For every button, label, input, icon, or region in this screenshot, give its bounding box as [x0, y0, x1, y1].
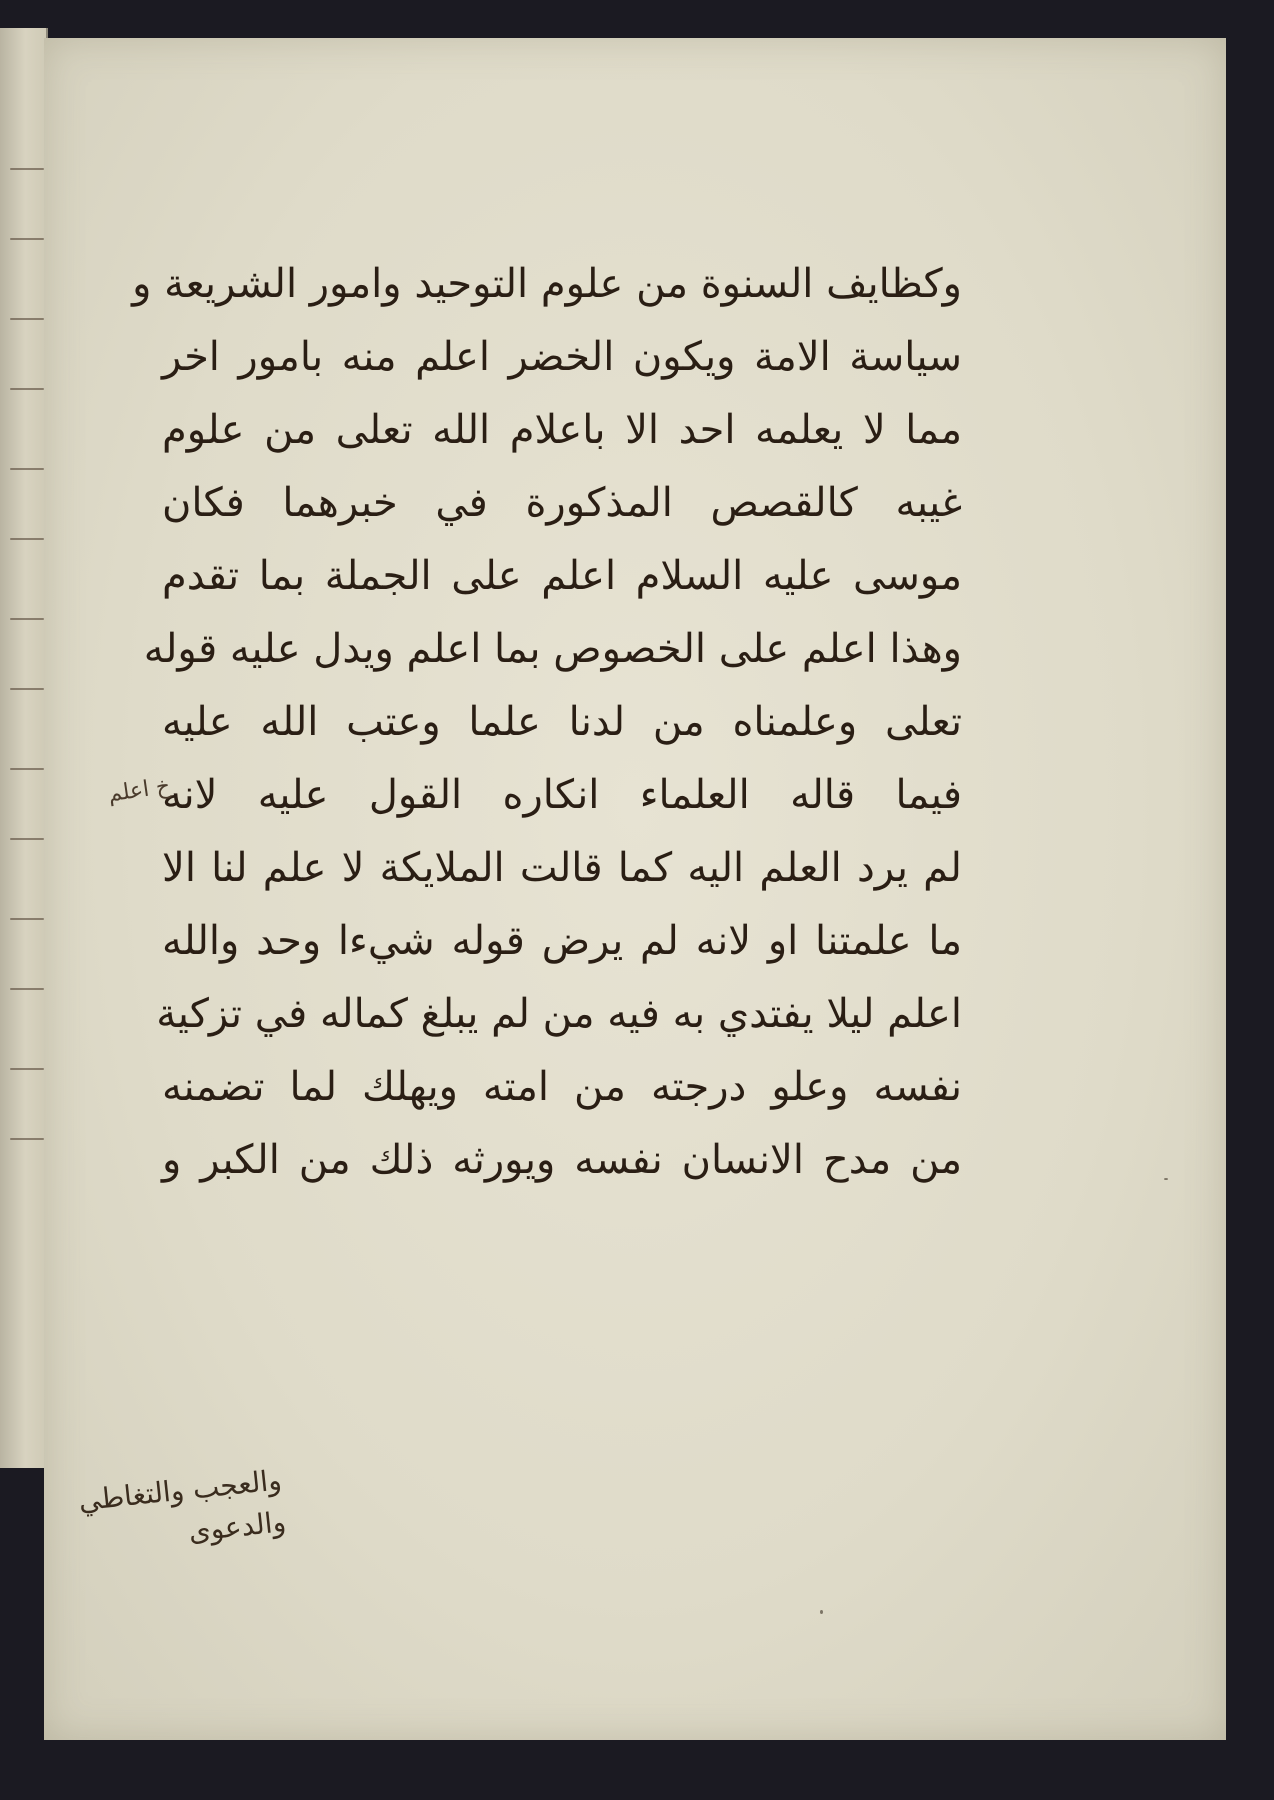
- text-line: اعلم ليلا يفتدي به فيه من لم يبلغ كماله في تزكية: [156, 991, 962, 1037]
- text-line: فيما قاله العلماء انكاره القول عليه لانه: [162, 772, 962, 818]
- text-line: غيبه كالقصص المذكورة في خبرهما فكان: [162, 480, 962, 526]
- text-line: مما لا يعلمه احد الا باعلام الله تعلى من علوم: [162, 407, 962, 453]
- ink-trace: [10, 468, 44, 470]
- catchword-line: والدعوى: [186, 1505, 288, 1549]
- text-line: وكظايف السنوة من علوم التوحيد وامور الشريعة و: [132, 261, 962, 307]
- text-line: من مدح الانسان نفسه ويورثه ذلك من الكبر و: [162, 1137, 962, 1183]
- ink-trace: [10, 918, 44, 920]
- text-line: تعلى وعلمناه من لدنا علما وعتب الله عليه: [162, 699, 962, 745]
- margin-note: خ اعلم: [106, 773, 172, 808]
- ink-trace: [10, 168, 44, 170]
- text-line: سياسة الامة ويكون الخضر اعلم منه بامور اخر: [162, 334, 962, 380]
- manuscript-page: [44, 38, 1226, 1740]
- ink-trace: [10, 1068, 44, 1070]
- text-line: نفسه وعلو درجته من امته ويهلك لما تضمنه: [162, 1064, 962, 1110]
- text-line: لم يرد العلم اليه كما قالت الملايكة لا علم لنا الا: [162, 845, 962, 891]
- ink-trace: [10, 988, 44, 990]
- ink-trace: [10, 618, 44, 620]
- ink-trace: [10, 768, 44, 770]
- ink-trace: [10, 238, 44, 240]
- ink-trace: [10, 318, 44, 320]
- ink-trace: [10, 688, 44, 690]
- text-line: وهذا اعلم على الخصوص بما اعلم ويدل عليه قوله: [143, 626, 962, 672]
- paper-speck: [820, 1610, 823, 1614]
- text-line: ما علمتنا او لانه لم يرض قوله شيءا وحد والله: [162, 918, 962, 964]
- ink-trace: [10, 388, 44, 390]
- catchword: [76, 1459, 288, 1560]
- previous-page-edge: [0, 28, 48, 1468]
- ink-trace: [10, 538, 44, 540]
- text-line: موسى عليه السلام اعلم على الجملة بما تقدم: [162, 553, 962, 599]
- ink-trace: [10, 838, 44, 840]
- ink-trace: [10, 1138, 44, 1140]
- catchword-line: والعجب والتغاطي: [76, 1463, 284, 1518]
- paper-speck: [1164, 1178, 1168, 1180]
